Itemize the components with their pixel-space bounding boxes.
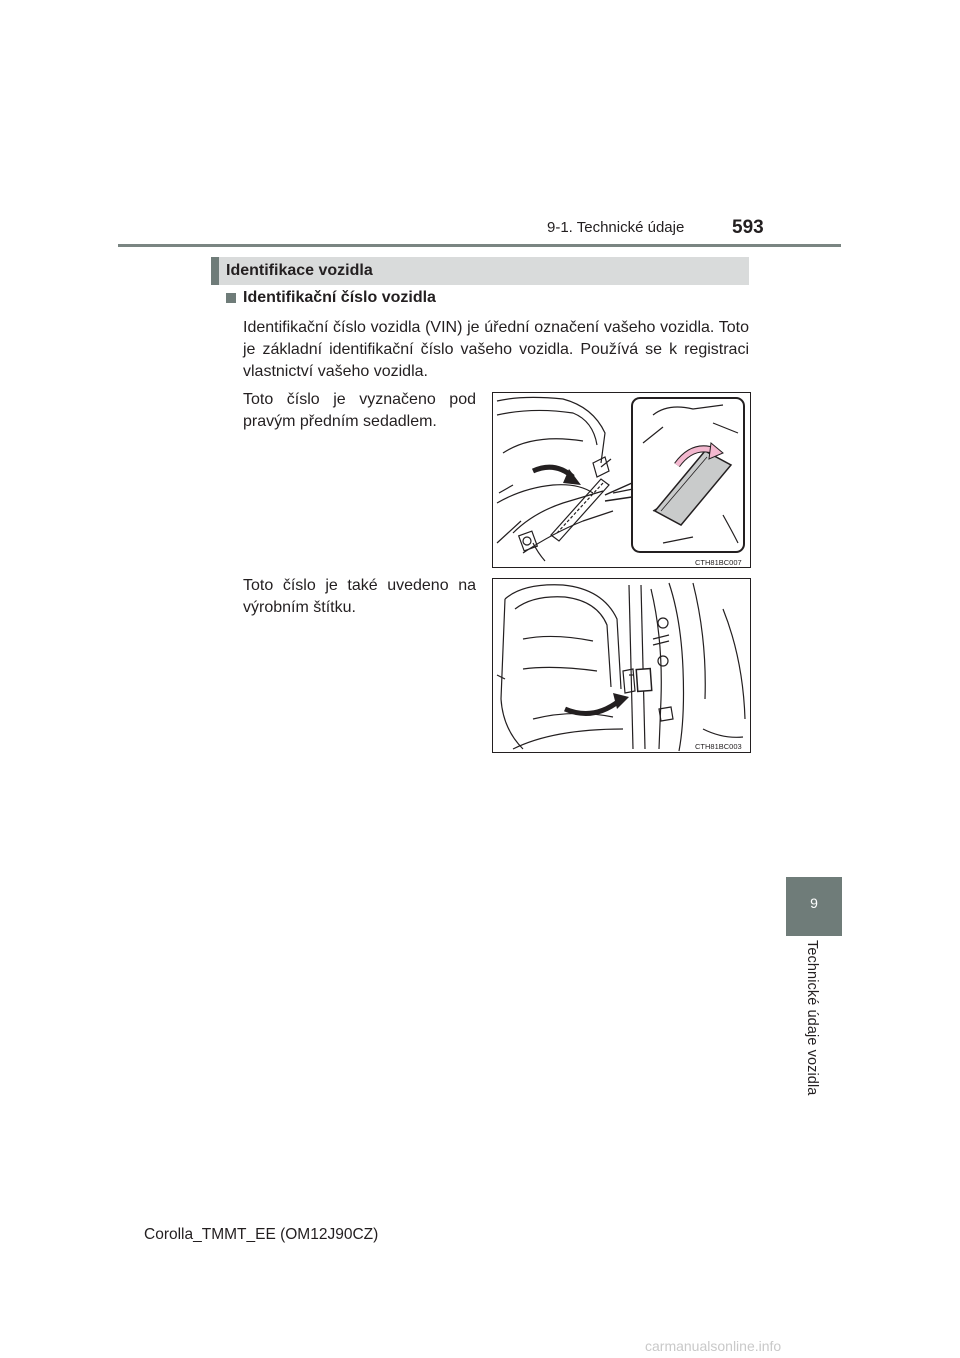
page-number: 593 <box>732 217 764 238</box>
figure-code: CTH81BC003 <box>695 742 742 751</box>
vin-location-plate: Toto číslo je také uvedeno na výrobním štítku. <box>243 577 476 616</box>
subsection-title: Identifikační číslo vozidla <box>243 289 436 306</box>
figure-code: CTH81BC007 <box>695 558 742 567</box>
chapter-side-title: Technické údaje vozidla <box>804 940 820 1096</box>
square-bullet-icon <box>226 293 236 303</box>
header-section-title: 9-1. Technické údaje <box>547 219 685 236</box>
chapter-number: 9 <box>810 895 818 911</box>
seat-vin-illustration <box>493 393 750 567</box>
header-rule <box>118 244 841 247</box>
figure-seat-vin <box>492 392 751 568</box>
vin-description: Identifikační číslo vozidla (VIN) je úřední označení vašeho vozidla. Toto je základní identifikační číslo vašeho vozidla. Používá se k registraci vlastnictví vašeho vozidla. <box>243 319 749 380</box>
footer-watermark: carmanualsonline.info <box>645 1338 782 1354</box>
section-heading-accent <box>211 257 219 285</box>
figure-plate-vin <box>492 578 751 753</box>
footer-model-code: Corolla_TMMT_EE (OM12J90CZ) <box>144 1226 379 1243</box>
plate-vin-illustration <box>493 579 750 752</box>
vin-location-seat: Toto číslo je vyznačeno pod pravým předním sedadlem. <box>243 391 476 430</box>
section-title: Identifikace vozidla <box>226 262 373 279</box>
